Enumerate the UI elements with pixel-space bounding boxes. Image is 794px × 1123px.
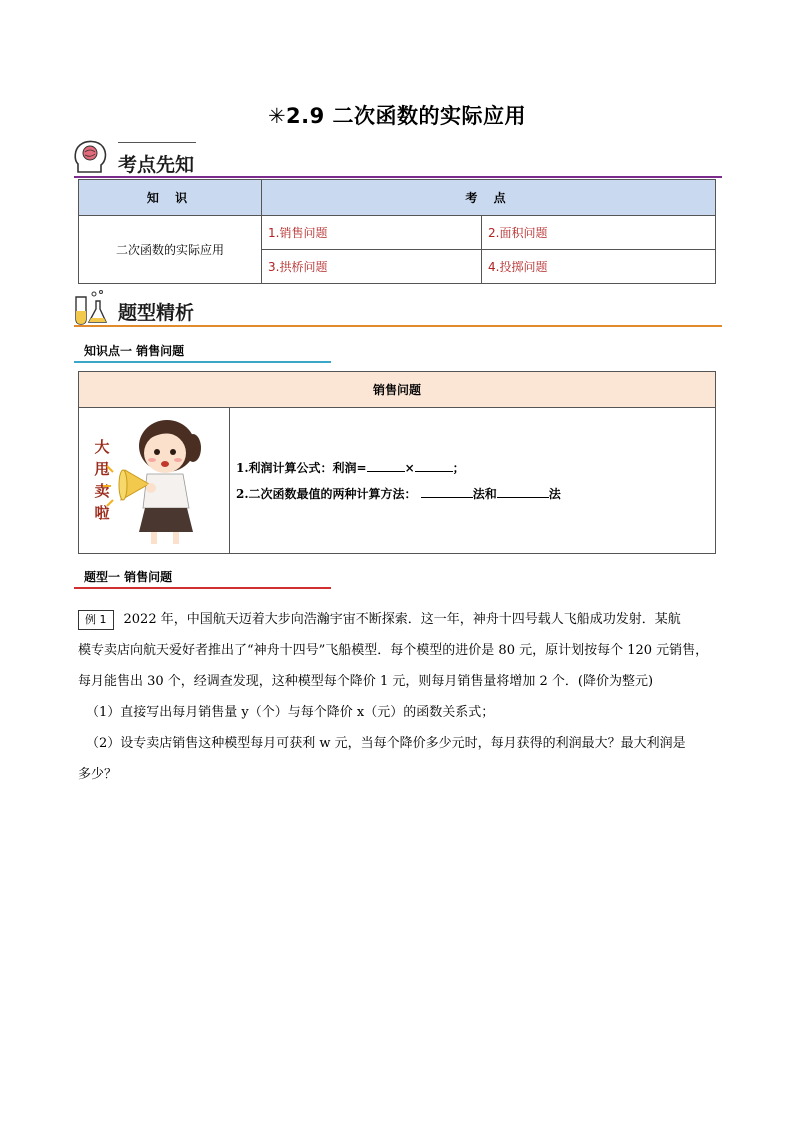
max-method-label: 2.二次函数最值的两种计算方法：: [236, 486, 417, 501]
semicolon: ；: [452, 460, 465, 475]
method-connector: 法和: [472, 486, 497, 501]
example-line: 模专卖店向航天爱好者推出了“神舟十四号”飞船模型．每个模型的进价是 80 元，原计划按每个 120 元销售，: [78, 643, 709, 658]
knowledge-point-underline: [74, 361, 331, 363]
sale-char: 大: [94, 438, 110, 456]
brain-icon: [72, 138, 110, 178]
section-top-line: [118, 142, 196, 143]
knowledge-category: 二次函数的实际应用: [79, 216, 262, 284]
fill-blank: [497, 485, 549, 498]
page-title: ✳2.9 二次函数的实际应用: [267, 104, 527, 128]
example-line: [78, 604, 720, 635]
sale-char: 卖: [94, 482, 110, 500]
section-divider: [74, 176, 722, 178]
question-type-underline: [74, 587, 331, 589]
sales-formula-cell: [230, 408, 716, 554]
max-method-line: [236, 481, 714, 507]
question-2-cont: 多少？: [78, 767, 118, 782]
method-suffix: 法: [548, 486, 561, 501]
point-item: 2.面积问题: [482, 216, 716, 250]
profit-formula-label: 1.利润计算公式：利润=: [236, 460, 367, 475]
section-title-tixing: 题型精析: [118, 302, 195, 324]
sale-char: 啦: [94, 504, 110, 522]
point-item: 1.销售问题: [262, 216, 482, 250]
point-item: 3.拱桥问题: [262, 250, 482, 284]
section-divider: [74, 325, 722, 327]
flask-icon: [70, 289, 110, 327]
fill-blank: [421, 485, 473, 498]
header-points: 考 点: [262, 180, 716, 216]
question-2: （2）设专卖店销售这种模型每月可获利 w 元，当每个降价多少元时，每月获得的利润最大？最大利润是: [86, 736, 686, 751]
section-title-kaodian: 考点先知: [118, 154, 195, 176]
fill-blank: [415, 459, 453, 472]
profit-formula-line: [236, 455, 714, 481]
times-sign: ×: [404, 460, 415, 475]
sales-table-header: 销售问题: [79, 372, 716, 408]
question-type-title: 题型一 销售问题: [84, 570, 173, 584]
point-item: 4.投掷问题: [482, 250, 716, 284]
fill-blank: [367, 459, 405, 472]
girl-with-megaphone-icon: [79, 408, 229, 553]
example-label: 例 1: [78, 610, 114, 630]
example-text: 2022 年，中国航天迈着大步向浩瀚宇宙不断探索．这一年，神舟十四号载人飞船成功发射．某航: [123, 612, 681, 627]
question-1: （1）直接写出每月销售量 y（个）与每个降价 x（元）的函数关系式；: [86, 705, 495, 720]
sale-char: 甩: [94, 460, 110, 478]
header-knowledge: 知 识: [79, 180, 262, 216]
example-line: 每月能售出 30 个，经调查发现，这种模型每个降价 1 元，则每月销售量将增加 2 个．(降价为整元): [78, 674, 654, 689]
knowledge-table: [78, 179, 716, 284]
sale-illustration: [79, 408, 230, 554]
example-block: [78, 604, 720, 790]
knowledge-point-title: 知识点一 销售问题: [84, 344, 185, 358]
sales-table: [78, 371, 716, 554]
